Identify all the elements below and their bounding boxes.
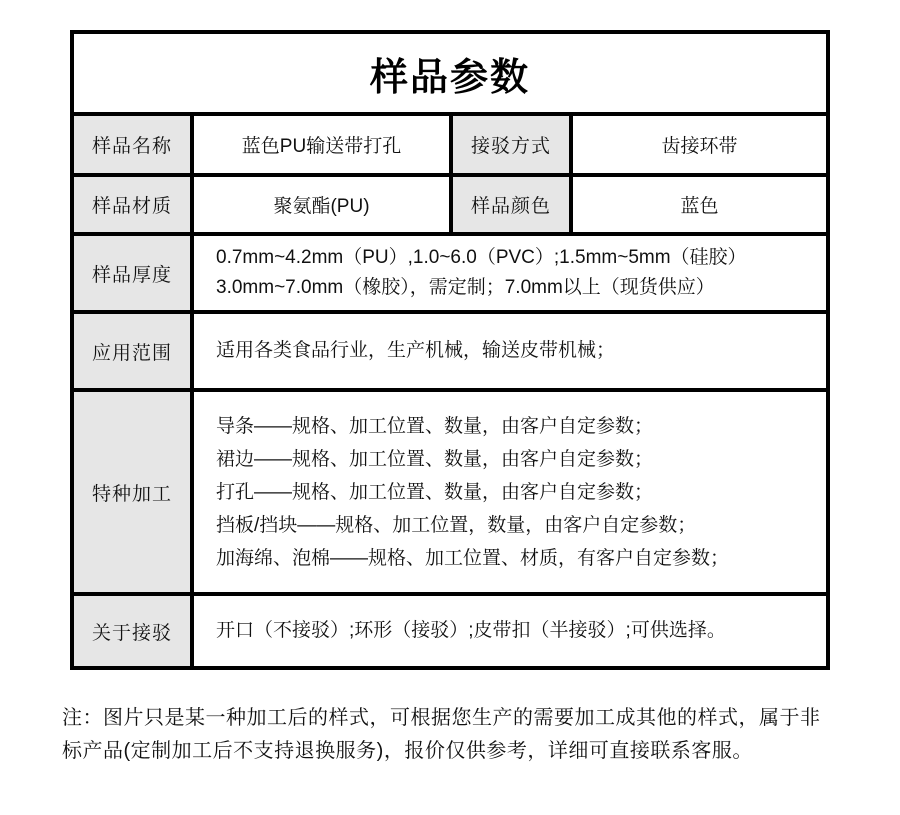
spec-line: 导条——规格、加工位置、数量，由客户自定参数； xyxy=(216,415,654,437)
sample-name-value: 蓝色PU输送带打孔 xyxy=(194,116,453,173)
sample-name-label: 样品名称 xyxy=(74,116,194,173)
special-processing-label: 特种加工 xyxy=(74,392,194,592)
footer-note-line: 注：图片只是某一种加工后的样式，可根据您生产的需要加工成其他的样式，属于非 xyxy=(62,707,821,729)
spec-line: 3.0mm~7.0mm（橡胶），需定制；7.0mm以上（现货供应） xyxy=(216,277,715,298)
table-row-sample-name xyxy=(74,112,826,173)
thickness-value xyxy=(194,236,826,310)
about-joint-label: 关于接驳 xyxy=(74,596,194,666)
spec-line: 挡板/挡块——规格、加工位置，数量，由客户自定参数； xyxy=(216,514,697,536)
special-processing-value xyxy=(194,392,826,592)
table-row-sample-material xyxy=(74,173,826,232)
spec-line: 0.7mm~4.2mm（PU）,1.0~6.0（PVC）;1.5mm~5mm（硅胶） xyxy=(216,247,747,268)
spec-line: 适用各类食品行业，生产机械，输送皮带机械； xyxy=(216,340,616,361)
application-value xyxy=(194,314,826,388)
table-row-application xyxy=(74,310,826,388)
spec-line: 开口（不接驳）;环形（接驳）;皮带扣（半接驳）;可供选择。 xyxy=(216,620,726,641)
application-label: 应用范围 xyxy=(74,314,194,388)
table-row-thickness xyxy=(74,232,826,310)
spec-line: 加海绵、泡棉——规格、加工位置、材质，有客户自定参数； xyxy=(216,547,730,569)
thickness-label: 样品厚度 xyxy=(74,236,194,310)
spec-table xyxy=(70,30,830,670)
sample-color-label: 样品颜色 xyxy=(453,177,573,232)
spec-line: 打孔——规格、加工位置、数量，由客户自定参数； xyxy=(216,481,654,503)
spec-line: 裙边——规格、加工位置、数量，由客户自定参数； xyxy=(216,448,654,470)
sample-color-value: 蓝色 xyxy=(573,177,826,232)
table-row-about-joint xyxy=(74,592,826,666)
about-joint-value xyxy=(194,596,826,666)
joint-method-value: 齿接环带 xyxy=(573,116,826,173)
table-title: 样品参数 xyxy=(369,56,530,99)
sample-material-value: 聚氨酯(PU) xyxy=(194,177,453,232)
joint-method-label: 接驳方式 xyxy=(453,116,573,173)
table-row-special-processing xyxy=(74,388,826,592)
footer-note xyxy=(62,702,862,768)
sample-material-label: 样品材质 xyxy=(74,177,194,232)
footer-note-line: 标产品(定制加工后不支持退换服务)，报价仅供参考，详细可直接联系客服。 xyxy=(62,740,753,762)
